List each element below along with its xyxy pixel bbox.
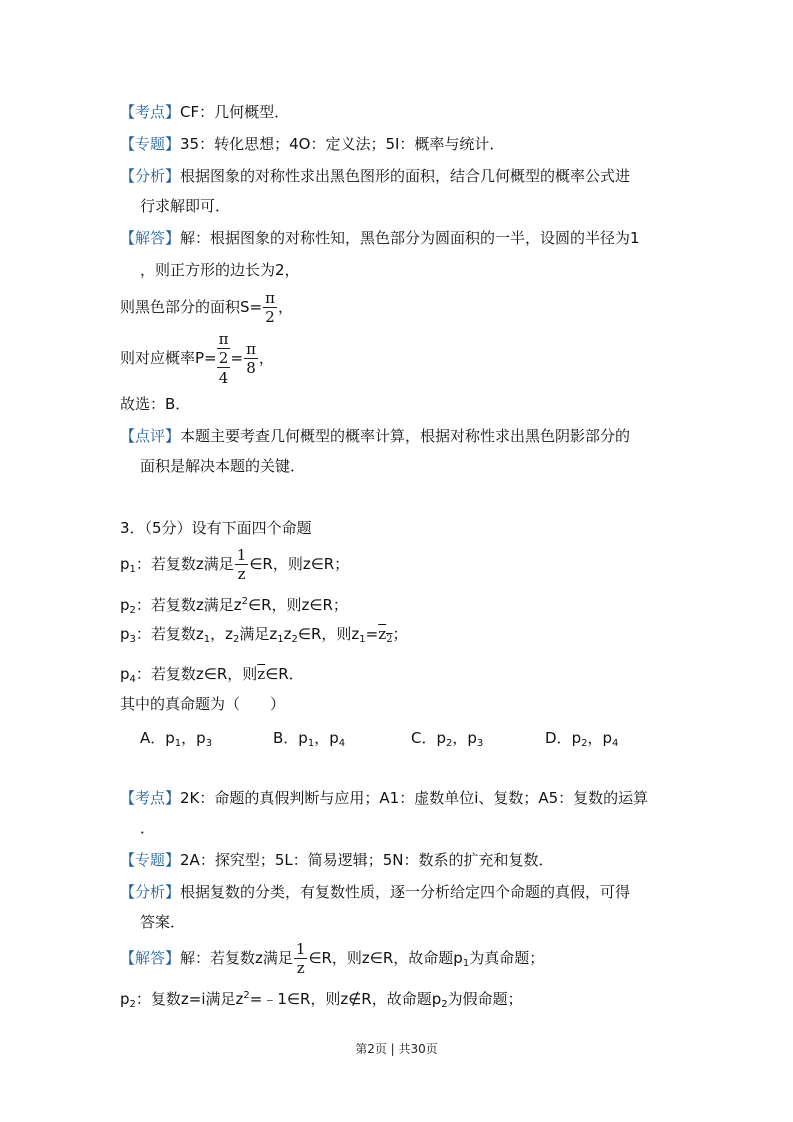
prob-equals: = <box>230 349 244 367</box>
question-stem: 3．（5分）设有下面四个命题 <box>120 519 312 537</box>
proposition-p2: $p_2$：若复数z满足$z^2\in R$，则z∈R； <box>120 596 348 616</box>
page-footer: 第2页 | 共30页 <box>355 1042 438 1056</box>
area-suffix: ， <box>277 298 293 316</box>
p1-fraction: $\frac{1}{z}$ <box>236 546 247 583</box>
kaodian-line-2 <box>120 788 648 808</box>
question-prompt: 其中的真命题为（ ） <box>120 695 286 713</box>
conjugate-z: $\overline{z}$ <box>257 665 266 683</box>
area-numerator: π <box>265 289 275 307</box>
zhuanti-text-2: 2A：探究型；5L：简易逻辑；5N：数系的扩充和复数． <box>180 851 554 869</box>
proposition-p3: $p_3$：若复数$z_1$，$z_2$满足$z_1z_2\in R$，则$z_1=z_2$； <box>120 625 408 645</box>
area-denominator: 2 <box>265 308 275 326</box>
conjugate-z2: $z_2$ <box>378 625 393 645</box>
fenxi-text-continued: 行求解即可． <box>140 197 231 215</box>
option-c[interactable]: C．$p_2$，$p_3$ <box>411 729 484 749</box>
proposition-p1: $p_1$：若复数z满足 $\frac{1}{z}$ ∈R，则z∈R； <box>120 546 350 583</box>
kaodian-text: CF：几何概型． <box>180 103 290 121</box>
kaodian-text-2: 2K：命题的真假判断与应用；A1：虚数单位i、复数；A5：复数的运算 <box>180 789 649 807</box>
prob-outer-denominator: 4 <box>218 368 229 387</box>
fenxi-text: 根据图象的对称性求出黑色图形的面积，结合几何概型的概率公式进 <box>180 167 631 185</box>
fenxi-tag-2: 【分析】 <box>120 883 181 901</box>
kaodian-tag: 【考点】 <box>120 103 181 121</box>
jieda-text-continued: ，则正方形的边长为2， <box>140 261 300 279</box>
prob-result-numerator: π <box>246 340 256 358</box>
jieda-tag: 【解答】 <box>120 229 181 247</box>
prob-suffix: ， <box>258 349 274 367</box>
proposition-p4: $p_4$：若复数z∈R，则$\overline{z}\in R$． <box>120 665 304 685</box>
jieda-line-2: 【解答】解：若复数z满足 $\frac{1}{z}$ ∈R，则z∈R，故命题$p_1$为真命题； <box>120 940 545 977</box>
jieda-text: 解：根据图象的对称性知，黑色部分为圆面积的一半，设圆的半径为1 <box>180 229 640 247</box>
kaodian-line-1 <box>120 102 289 122</box>
fenxi-line-2 <box>120 882 630 902</box>
probability-formula <box>120 328 274 388</box>
option-b[interactable]: B．$p_1$，$p_4$ <box>273 729 346 749</box>
dianping-line-1 <box>120 426 630 446</box>
zhuanti-line-2 <box>120 850 554 870</box>
zhuanti-line-1 <box>120 134 504 154</box>
jieda-fraction: $\frac{1}{z}$ <box>295 940 306 977</box>
fenxi-line-1 <box>120 166 630 186</box>
answer-line: 故选：B． <box>120 395 191 413</box>
area-formula <box>120 288 293 326</box>
area-fraction <box>263 289 277 326</box>
dianping-text-continued: 面积是解决本题的关键． <box>140 457 306 475</box>
zhuanti-tag-2: 【专题】 <box>120 851 181 869</box>
kaodian-text-2-continued: ． <box>140 819 156 837</box>
kaodian-tag-2: 【考点】 <box>120 789 181 807</box>
prob-result-fraction <box>244 340 258 377</box>
fenxi-text-2: 根据复数的分类，有复数性质，逐一分析给定四个命题的真假，可得 <box>180 883 631 901</box>
prob-inner-numerator: π <box>218 329 229 348</box>
option-d[interactable]: D．$p_2$，$p_4$ <box>545 729 619 749</box>
prob-nested-fraction <box>217 330 231 388</box>
solution-p2: $p_2$：复数z=i满足$z^2=﹣1\in R$，则z∉R，故命题$p_2$为假命题； <box>120 990 523 1010</box>
option-a[interactable]: A．$p_1$，$p_3$ <box>140 729 213 749</box>
prob-prefix: 则对应概率P= <box>120 349 217 367</box>
prob-result-denominator: 8 <box>246 359 256 377</box>
zhuanti-tag: 【专题】 <box>120 135 181 153</box>
dianping-tag: 【点评】 <box>120 427 181 445</box>
jieda-tag-2: 【解答】 <box>120 949 181 967</box>
prob-inner-fraction <box>217 330 231 367</box>
jieda-line-1 <box>120 228 640 248</box>
dianping-text: 本题主要考查几何概型的概率计算，根据对称性求出黑色阴影部分的 <box>180 427 631 445</box>
prob-inner-denominator: 2 <box>218 348 229 367</box>
area-prefix: 则黑色部分的面积S= <box>120 298 263 316</box>
zhuanti-text: 35：转化思想；4O：定义法；5I：概率与统计． <box>180 135 505 153</box>
fenxi-tag: 【分析】 <box>120 167 181 185</box>
fenxi-text-2-continued: 答案． <box>140 913 186 931</box>
